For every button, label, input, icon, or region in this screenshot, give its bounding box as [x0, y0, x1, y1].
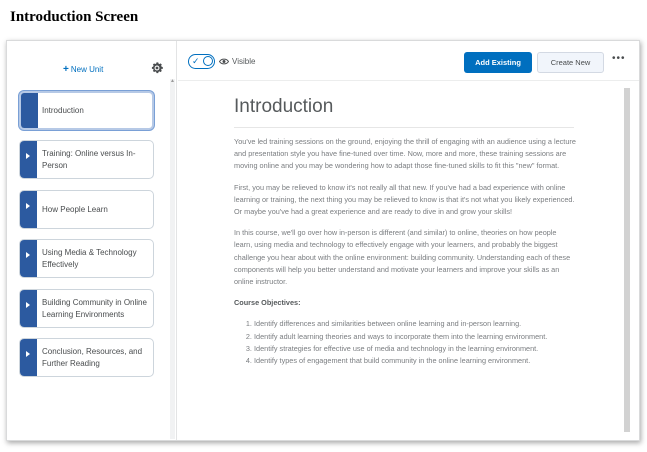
visibility-label: Visible [232, 57, 256, 66]
visibility-toggle[interactable] [188, 54, 215, 69]
intro-paragraph: In this course, we'll go over how in-person is different (and similar) to online, theories on how people learn, using media and technology to effectively engage with your learners, and probably the biggest challenge you hear about with the online environment: building community. Understanding each of these components will help you better understand and motivate your learners and improve your skills as an online instructor. [234, 228, 571, 287]
unit-label: Introduction [42, 105, 84, 115]
add-existing-button[interactable]: Add Existing [464, 52, 532, 73]
objectives-heading: Course Objectives: [234, 298, 301, 308]
expand-arrow-icon[interactable] [26, 153, 30, 159]
objective-item: 1. Identify differences and similarities between online learning and in-person learning. [254, 318, 576, 330]
checkmark-icon: ✓ [192, 56, 200, 66]
scroll-up-arrow-icon[interactable]: ▲ [170, 78, 175, 84]
unit-conclusion[interactable] [19, 338, 154, 377]
gear-icon[interactable] [150, 61, 164, 75]
more-options-icon[interactable]: ••• [612, 53, 626, 64]
unit-label: Training: Online versus In-Person [42, 148, 136, 170]
page-title: Introduction [234, 96, 334, 117]
intro-paragraph: You've led training sessions on the ground, enjoying the thrill of engaging with an audience using a lecture and presentation style you have fine-tuned over time. Now, more and more, these training sessions are moving online and you may be wondering how to adapt those fine-tuned skills to fit this "new" format. [234, 137, 576, 171]
unit-label: Conclusion, Resources, and Further Reading [42, 346, 143, 368]
new-unit-button[interactable] [63, 64, 103, 75]
eye-icon [219, 58, 229, 65]
unit-introduction[interactable] [19, 91, 154, 130]
title-divider [234, 127, 574, 128]
expand-arrow-icon[interactable] [26, 302, 30, 308]
content-body [234, 136, 576, 367]
unit-building-community[interactable] [19, 289, 154, 328]
expand-arrow-icon[interactable] [26, 203, 30, 209]
toggle-knob [203, 56, 213, 66]
unit-color-bar [20, 141, 37, 178]
unit-color-bar [20, 240, 37, 277]
app-window [6, 40, 640, 441]
objective-item: 3. Identify strategies for effective use of media and technology in the learning environment. [254, 343, 576, 355]
expand-arrow-icon[interactable] [26, 252, 30, 258]
unit-color-bar [20, 191, 37, 228]
unit-label: How People Learn [42, 204, 108, 214]
unit-color-bar [21, 93, 38, 128]
new-unit-label: New Unit [70, 65, 104, 74]
unit-label: Using Media & Technology Effectively [42, 247, 137, 269]
content-toolbar [178, 41, 639, 81]
expand-arrow-icon[interactable] [26, 351, 30, 357]
screenshot-caption: Introduction Screen [10, 9, 139, 25]
unit-label: Building Community in Online Learning Environments [42, 297, 147, 319]
content-area [178, 82, 639, 440]
plus-icon: + [63, 64, 69, 75]
sidebar-scrollbar[interactable] [170, 79, 175, 439]
unit-media-technology[interactable] [19, 239, 154, 278]
objectives-list [234, 318, 576, 367]
intro-paragraph: First, you may be relieved to know it's not really all that new. If you've had a bad experience with online learning or training, the next thing you may be relieved to know is that it's not what you likely experienced. Or maybe you've had a great experience and are ready to dive in and grow your skills! [234, 182, 575, 217]
unit-color-bar [20, 339, 37, 376]
unit-how-people-learn[interactable] [19, 190, 154, 229]
unit-color-bar [20, 290, 37, 327]
content-scrollbar[interactable] [624, 88, 630, 432]
unit-sidebar [7, 41, 177, 440]
objective-item: 2. Identify adult learning theories and ways to incorporate them into the learning environment. [254, 331, 576, 343]
objective-item: 4. Identify types of engagement that build community in the online learning environment. [254, 355, 576, 367]
unit-training-online-vs-in-person[interactable] [19, 140, 154, 179]
create-new-button[interactable]: Create New [537, 52, 604, 73]
